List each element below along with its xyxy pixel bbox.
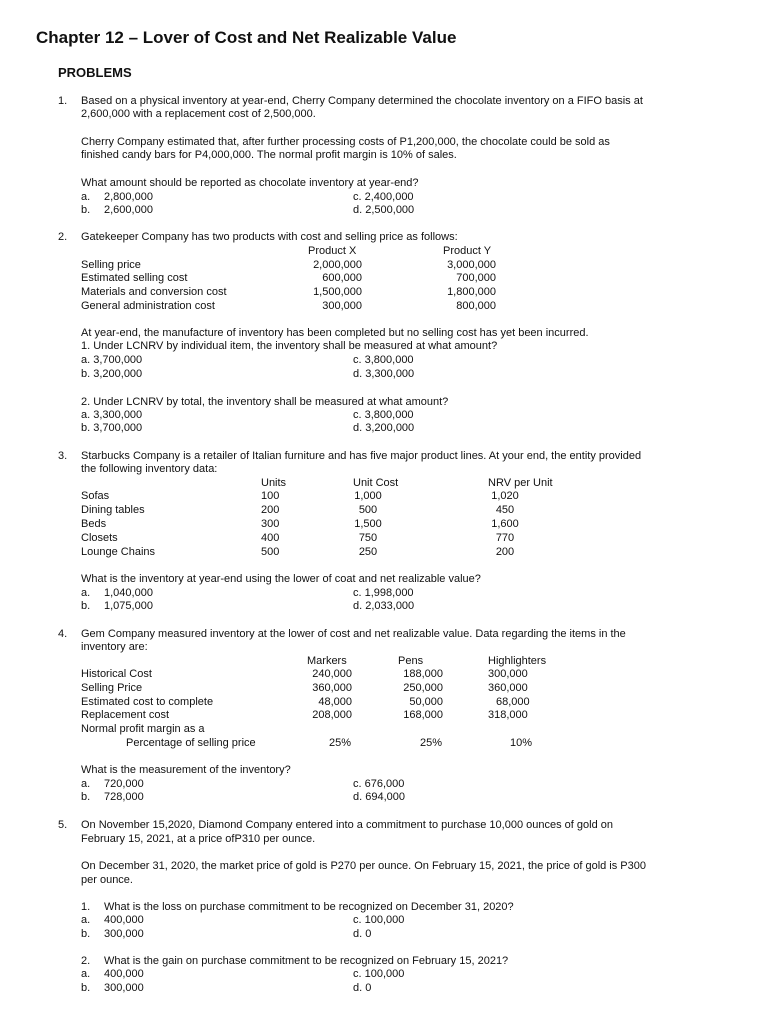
problem-3-col-nrv: NRV per Unit bbox=[488, 477, 553, 489]
problem-5-q1-choice-c: c. 100,000 bbox=[353, 914, 405, 926]
problem-5-q1-choice-b: 300,000 bbox=[104, 928, 144, 940]
problem-2-q1-choice-a: a. 3,700,000 bbox=[81, 354, 143, 366]
problem-4-row-pens: 188,000 bbox=[403, 668, 443, 680]
problem-5-q1: What is the loss on purchase commitment to be recognized on December 31, 2020? bbox=[104, 901, 514, 913]
problem-2-row-y: 700,000 bbox=[456, 272, 496, 284]
problem-3-row-label: Sofas bbox=[81, 490, 110, 502]
problem-3-line1: Starbucks Company is a retailer of Italian furniture and has five major product lines. At your end, the entity provided bbox=[81, 450, 642, 462]
problem-5-q1-choice-a-label: a. bbox=[81, 914, 91, 926]
problem-3-row-nrv: 1,600 bbox=[491, 518, 519, 530]
problem-4-question: What is the measurement of the inventory? bbox=[81, 764, 291, 776]
problem-5-q2-choice-c: c. 100,000 bbox=[353, 968, 405, 980]
problem-3-row-cost: 750 bbox=[358, 532, 378, 544]
problem-4-choice-b: 728,000 bbox=[104, 791, 144, 803]
problem-1-choice-d: d. 2,500,000 bbox=[353, 204, 415, 216]
problem-2-row-label: Estimated selling cost bbox=[81, 272, 188, 284]
problem-5-q2-choice-b-label: b. bbox=[81, 982, 91, 994]
problem-1-line4: finished candy bars for P4,000,000. The normal profit margin is 10% of sales. bbox=[81, 149, 457, 161]
problem-2-row-label: General administration cost bbox=[81, 300, 215, 312]
problem-4-line2: inventory are: bbox=[81, 641, 148, 653]
problem-1-choice-c: c. 2,400,000 bbox=[353, 191, 414, 203]
problem-5-q2: What is the gain on purchase commitment to be recognized on February 15, 2021? bbox=[104, 955, 509, 967]
problem-2-row-label: Selling price bbox=[81, 259, 141, 271]
problem-1-number: 1. bbox=[58, 95, 68, 107]
problem-4-margin-label-1: Normal profit margin as a bbox=[81, 723, 205, 735]
problem-5-q1-choice-a: 400,000 bbox=[104, 914, 144, 926]
problem-5-line1: On November 15,2020, Diamond Company entered into a commitment to purchase 10,000 ounces of gold on bbox=[81, 819, 613, 831]
problem-3-row-units: 300 bbox=[261, 518, 280, 530]
problem-2-row-label: Materials and conversion cost bbox=[81, 286, 227, 298]
problem-1-question: What amount should be reported as chocolate inventory at year-end? bbox=[81, 177, 419, 189]
problem-3-col-unit-cost: Unit Cost bbox=[353, 477, 399, 489]
problem-2-row-x: 2,000,000 bbox=[313, 259, 362, 271]
problem-4-choice-d: d. 694,000 bbox=[353, 791, 405, 803]
problem-3-choice-c: c. 1,998,000 bbox=[353, 587, 414, 599]
problem-2-q2-choice-a: a. 3,300,000 bbox=[81, 409, 143, 421]
problem-1-choice-a: 2,800,000 bbox=[104, 191, 153, 203]
problem-3-choice-a: 1,040,000 bbox=[104, 587, 153, 599]
problem-2-number: 2. bbox=[58, 231, 68, 243]
problem-4-margin-label-2: Percentage of selling price bbox=[126, 737, 256, 749]
problem-3-number: 3. bbox=[58, 450, 68, 462]
problem-5-q2-choice-a: 400,000 bbox=[104, 968, 144, 980]
problem-3-row-units: 200 bbox=[261, 504, 280, 516]
problem-4-row-pens: 168,000 bbox=[403, 709, 443, 721]
problem-3-choice-b: 1,075,000 bbox=[104, 600, 153, 612]
problem-4-margin-highlighters: 10% bbox=[510, 737, 533, 749]
problem-5-q2-choice-a-label: a. bbox=[81, 968, 91, 980]
problem-3-row-cost: 250 bbox=[358, 546, 378, 558]
problem-2-q2-choice-c: c. 3,800,000 bbox=[353, 409, 414, 421]
problem-2-row-y: 800,000 bbox=[456, 300, 496, 312]
problem-2-col-product-x: Product X bbox=[308, 245, 357, 257]
problem-3-row-nrv: 450 bbox=[495, 504, 515, 516]
problem-5-line3: On December 31, 2020, the market price of gold is P270 per ounce. On February 15, 2021, the price of gold is P300 bbox=[81, 860, 646, 872]
problems-heading: PROBLEMS bbox=[58, 65, 132, 80]
problem-2-q2: 2. Under LCNRV by total, the inventory shall be measured at what amount? bbox=[81, 396, 449, 408]
problem-4-line1: Gem Company measured inventory at the lower of cost and net realizable value. Data regarding the items in the bbox=[81, 628, 626, 640]
problem-3-row-cost: 1,000 bbox=[354, 490, 382, 502]
problem-4-margin-pens: 25% bbox=[420, 737, 443, 749]
problem-3-line2: the following inventory data: bbox=[81, 463, 218, 475]
page-title: Chapter 12 – Lover of Cost and Net Realizable Value bbox=[36, 28, 457, 47]
problem-4-row-markers: 208,000 bbox=[312, 709, 352, 721]
problem-4-col-pens: Pens bbox=[398, 655, 424, 667]
problem-4-col-markers: Markers bbox=[307, 655, 347, 667]
problem-4-row-label: Selling Price bbox=[81, 682, 143, 694]
problem-3-choice-a-label: a. bbox=[81, 587, 91, 599]
problem-4-row-highlighters: 300,000 bbox=[488, 668, 528, 680]
problem-3-row-cost: 1,500 bbox=[354, 518, 382, 530]
problem-5-q1-choice-d: d. 0 bbox=[353, 928, 372, 940]
problem-5-line4: per ounce. bbox=[81, 874, 133, 886]
problem-5-line2: February 15, 2021, at a price ofP310 per ounce. bbox=[81, 833, 316, 845]
problem-3-choice-d: d. 2,033,000 bbox=[353, 600, 415, 612]
problem-4-row-label: Historical Cost bbox=[81, 668, 152, 680]
problem-2-q2-choice-b: b. 3,700,000 bbox=[81, 422, 143, 434]
problem-3-row-nrv: 200 bbox=[495, 546, 515, 558]
problem-4-col-highlighters: Highlighters bbox=[488, 655, 547, 667]
problem-2-q1-choice-d: d. 3,300,000 bbox=[353, 368, 415, 380]
problem-2-col-product-y: Product Y bbox=[443, 245, 492, 257]
problem-4-row-markers: 48,000 bbox=[318, 696, 352, 708]
problem-4-row-highlighters: 318,000 bbox=[488, 709, 528, 721]
problem-4-row-pens: 50,000 bbox=[409, 696, 443, 708]
problem-3-choice-b-label: b. bbox=[81, 600, 91, 612]
problem-4-row-highlighters: 360,000 bbox=[488, 682, 528, 694]
problem-2-row-y: 1,800,000 bbox=[447, 286, 496, 298]
problem-5-q1-number: 1. bbox=[81, 901, 91, 913]
problem-1-choice-b-label: b. bbox=[81, 204, 91, 216]
problem-3-row-label: Beds bbox=[81, 518, 107, 530]
problem-4-choice-a: 720,000 bbox=[104, 778, 144, 790]
problem-2-note: At year-end, the manufacture of inventory has been completed but no selling cost has yet been incurred. bbox=[81, 327, 589, 339]
problem-4-row-markers: 360,000 bbox=[312, 682, 352, 694]
problem-1-line1: Based on a physical inventory at year-end, Cherry Company determined the chocolate inventory on a FIFO basis at bbox=[81, 95, 643, 107]
problem-4-margin-markers: 25% bbox=[329, 737, 352, 749]
problem-3-row-label: Lounge Chains bbox=[81, 546, 156, 558]
problem-2-q1-choice-c: c. 3,800,000 bbox=[353, 354, 414, 366]
problem-5-q2-number: 2. bbox=[81, 955, 91, 967]
problem-1-line2: 2,600,000 with a replacement cost of 2,500,000. bbox=[81, 108, 316, 120]
problem-2-row-x: 1,500,000 bbox=[313, 286, 362, 298]
problem-3-row-nrv: 1,020 bbox=[491, 490, 519, 502]
problem-4-choice-a-label: a. bbox=[81, 778, 91, 790]
problem-4-choice-c: c. 676,000 bbox=[353, 778, 405, 790]
problem-3-question: What is the inventory at year-end using the lower of coat and net realizable value? bbox=[81, 573, 481, 585]
problem-5-number: 5. bbox=[58, 819, 68, 831]
problem-3-row-cost: 500 bbox=[358, 504, 378, 516]
problem-3-row-units: 500 bbox=[261, 546, 280, 558]
problem-3-col-units: Units bbox=[261, 477, 287, 489]
problem-2-row-x: 300,000 bbox=[322, 300, 362, 312]
problem-4-row-markers: 240,000 bbox=[312, 668, 352, 680]
problem-2-q1: 1. Under LCNRV by individual item, the inventory shall be measured at what amount? bbox=[81, 340, 498, 352]
problem-5-q2-choice-d: d. 0 bbox=[353, 982, 372, 994]
problem-3-row-label: Dining tables bbox=[81, 504, 145, 516]
problem-2-q2-choice-d: d. 3,200,000 bbox=[353, 422, 415, 434]
problem-2-q1-choice-b: b. 3,200,000 bbox=[81, 368, 143, 380]
problem-4-row-label: Replacement cost bbox=[81, 709, 170, 721]
problem-1-line3: Cherry Company estimated that, after further processing costs of P1,200,000, the chocolate could be sold as bbox=[81, 136, 610, 148]
problem-5-q1-choice-b-label: b. bbox=[81, 928, 91, 940]
problem-3-row-units: 400 bbox=[261, 532, 280, 544]
problem-1-choice-b: 2,600,000 bbox=[104, 204, 153, 216]
problem-4-number: 4. bbox=[58, 628, 68, 640]
problem-1-choice-a-label: a. bbox=[81, 191, 91, 203]
problem-3-row-units: 100 bbox=[261, 490, 280, 502]
problem-4-choice-b-label: b. bbox=[81, 791, 91, 803]
problem-5-q2-choice-b: 300,000 bbox=[104, 982, 144, 994]
problem-3-row-nrv: 770 bbox=[495, 532, 515, 544]
problem-2-row-x: 600,000 bbox=[322, 272, 362, 284]
problem-2-intro: Gatekeeper Company has two products with cost and selling price as follows: bbox=[81, 231, 458, 243]
problem-3-row-label: Closets bbox=[81, 532, 118, 544]
problem-4-row-highlighters: 68,000 bbox=[496, 696, 530, 708]
problem-2-row-y: 3,000,000 bbox=[447, 259, 496, 271]
problem-4-row-pens: 250,000 bbox=[403, 682, 443, 694]
problem-4-row-label: Estimated cost to complete bbox=[81, 696, 214, 708]
